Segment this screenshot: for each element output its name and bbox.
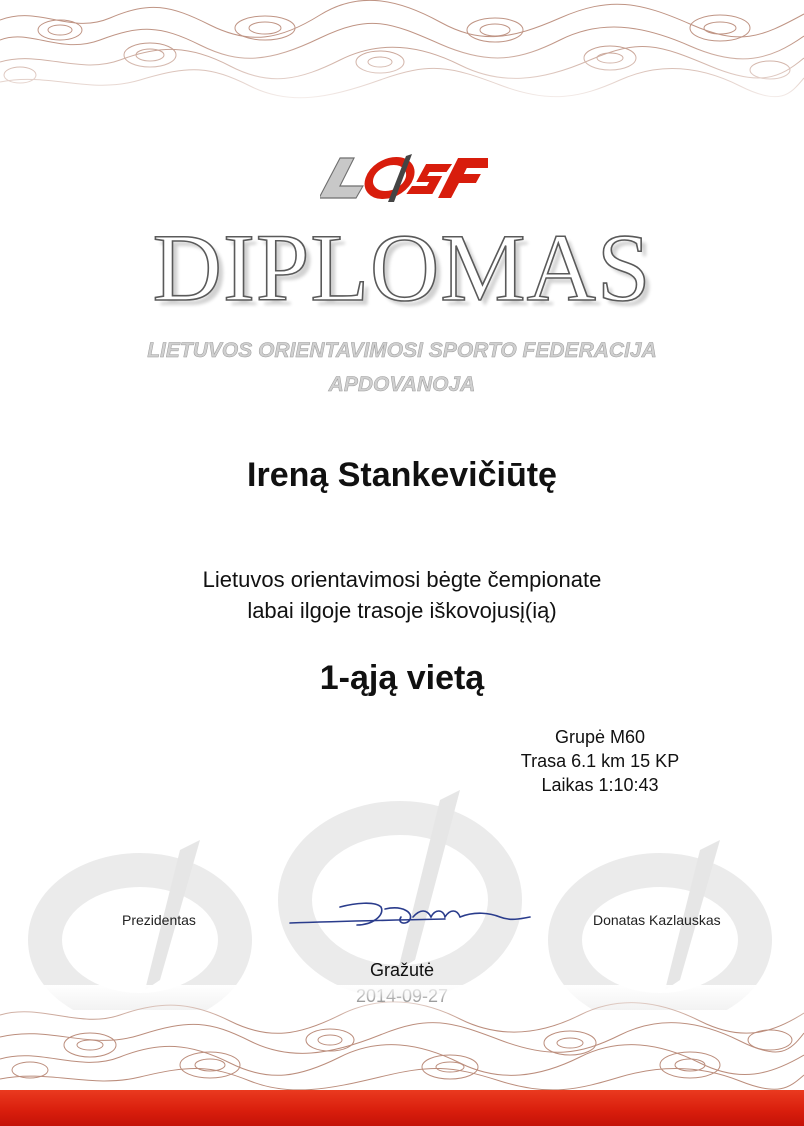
issue-place: Gražutė	[369, 960, 435, 980]
federation-awards: APDOVANOJA	[328, 373, 476, 396]
achievement-line-1: Lietuvos orientavimosi bėgte čempionate	[202, 567, 602, 592]
president-name: Donatas Kazlauskas	[593, 912, 721, 928]
course-detail: Trasa 6.1 km 15 KP	[520, 751, 680, 771]
achievement-line-2: labai ilgoje trasoje iškovojusį(ią)	[247, 598, 557, 623]
diploma-title: DIPLOMAS	[152, 214, 652, 321]
place-awarded: 1-ąją vietą	[319, 659, 485, 697]
president-label: Prezidentas	[122, 912, 196, 928]
losf-logo	[320, 152, 488, 204]
bottom-contour-decoration	[0, 985, 804, 1090]
president-signature	[285, 895, 535, 935]
federation-name: LIETUVOS ORIENTAVIMOSI SPORTO FEDERACIJA	[147, 339, 657, 362]
top-contour-decoration	[0, 0, 804, 110]
time-detail: Laikas 1:10:43	[541, 775, 659, 795]
group-detail: Grupė M60	[554, 727, 646, 747]
recipient-name: Ireną Stankevičiūtę	[247, 456, 557, 494]
red-footer-band	[0, 1090, 804, 1126]
